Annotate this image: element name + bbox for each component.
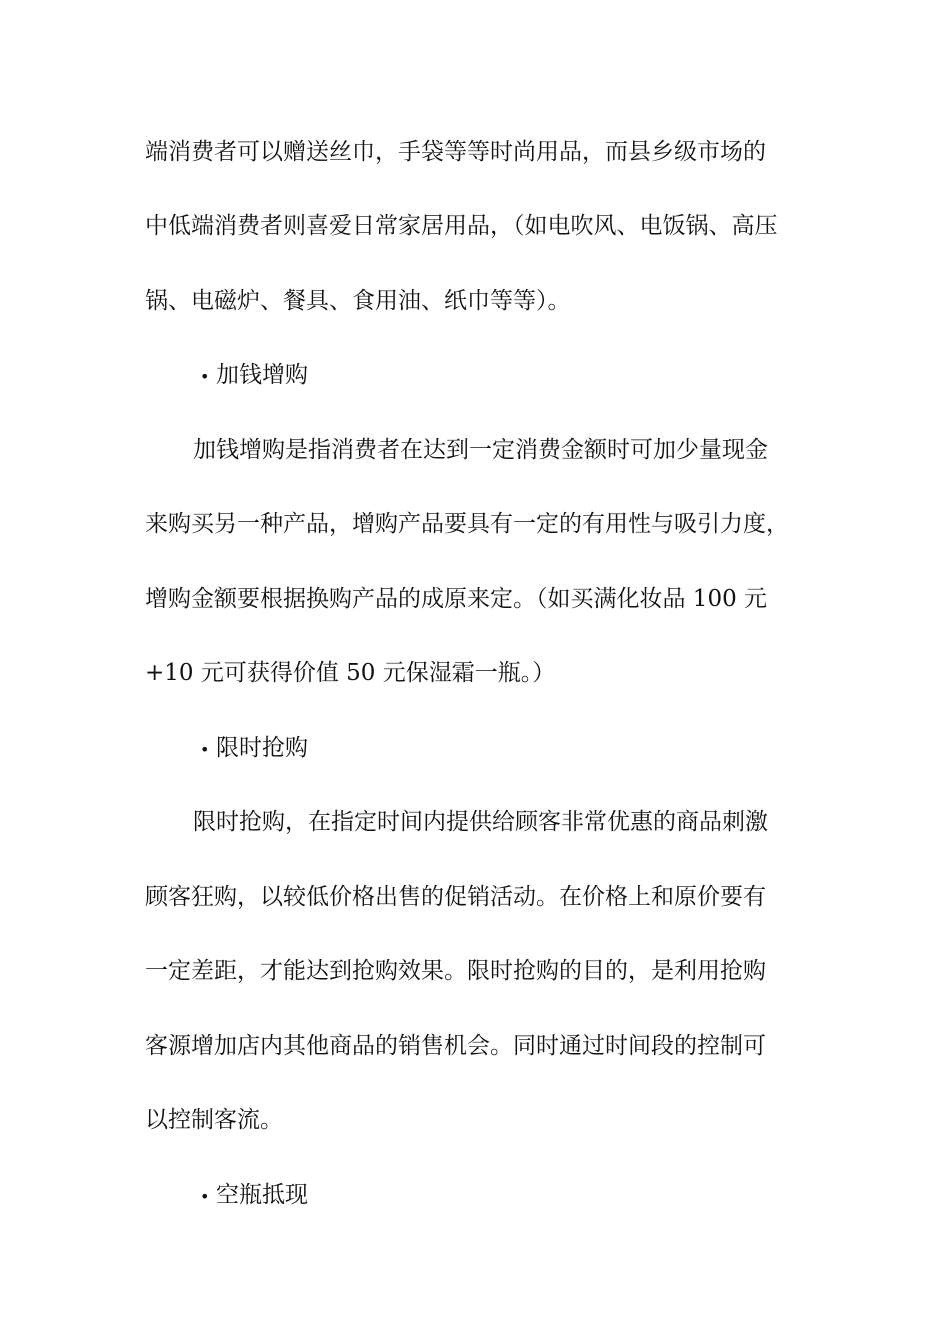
paragraph-line: 限时抢购，在指定时间内提供给顾客非常优惠的商品刺激 [193,809,768,835]
paragraph-line: 顾客狂购，以较低价格出售的促销活动。在价格上和原价要有 [145,884,766,910]
paragraph-line: 增购金额要根据换购产品的成原来定。（如买满化妆品 100 元 [145,586,768,612]
paragraph-line: 锅、电磁炉、餐具、食用油、纸巾等等）。 [145,288,571,314]
section-heading-flash-sale [200,731,500,765]
paragraph-line: 一定差距，才能达到抢购效果。限时抢购的目的，是利用抢购 [145,958,766,984]
heading-text: 限时抢购 [216,735,308,761]
paragraph-line: 以控制客流。 [145,1107,283,1133]
bullet-icon: • [200,1187,210,1206]
bullet-icon: • [200,367,210,386]
section-heading-add-money [200,358,500,392]
paragraph-line: 中低端消费者则喜爱日常家居用品，（如电吹风、电饭锅、高压 [145,213,778,239]
heading-text: 加钱增购 [216,362,308,388]
paragraph-line: 端消费者可以赠送丝巾，手袋等等时尚用品，而县乡级市场的 [145,139,766,165]
paragraph-line: 来购买另一种产品，增购产品要具有一定的有用性与吸引力度， [145,511,789,537]
paragraph-line: 加钱增购是指消费者在达到一定消费金额时可加少量现金 [193,437,768,463]
paragraph-line: +10 元可获得价值 50 元保湿霜一瓶。） [145,660,556,686]
bullet-icon: • [200,740,210,759]
section-heading-empty-bottle [200,1178,500,1212]
paragraph-line: 客源增加店内其他商品的销售机会。同时通过时间段的控制可 [145,1033,766,1059]
heading-text: 空瓶抵现 [216,1182,308,1208]
